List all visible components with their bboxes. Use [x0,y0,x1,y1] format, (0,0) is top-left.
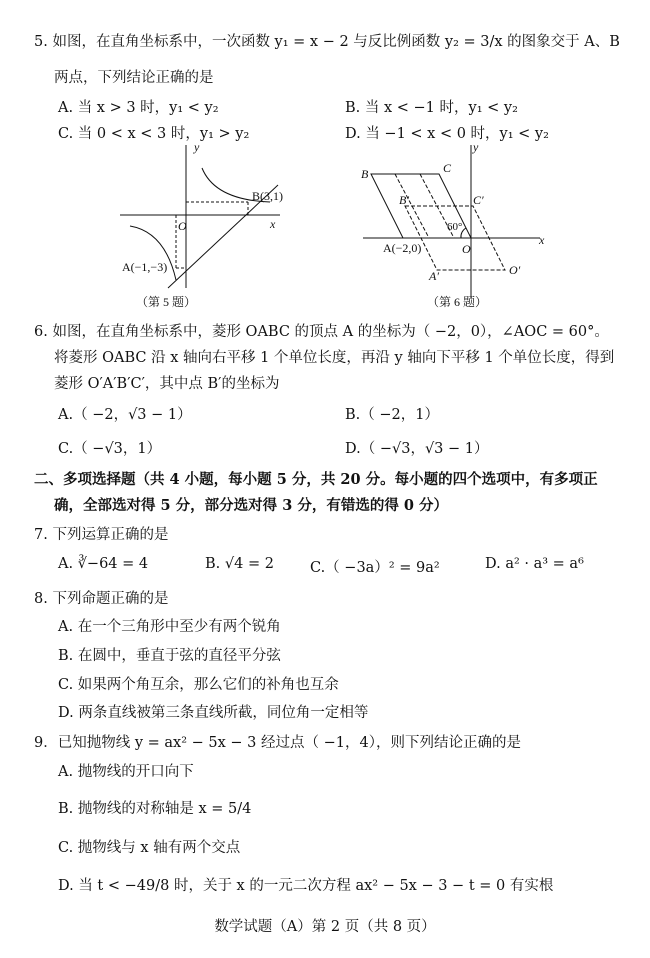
q7-option-c: C.（ −3a）² = 9a² [310,560,440,576]
figure-6 [355,140,555,315]
q7-stem: 7. 下列运算正确的是 [34,527,169,543]
figure-5 [110,140,290,315]
fig5-origin-label: O [178,219,187,233]
q6-option-b: B.（ −2，1） [345,407,439,423]
q9-stem: 9．已知抛物线 y = ax² − 5x − 3 经过点（ −1，4），则下列结论正确的是 [34,735,521,751]
q8-option-b: B. 在圆中，垂直于弦的直径平分弦 [58,648,281,664]
fig6-y-label: y [473,140,479,154]
fig6-angle-label: 60° [447,221,463,233]
q5-option-d: D. 当 −1 < x < 0 时，y₁ < y₂ [345,126,549,142]
fig6-point-c-prime-label: C′ [473,193,484,207]
q6-stem-line1: 6. 如图，在直角坐标系中，菱形 OABC 的顶点 A 的坐标为（ −2，0），∠AOC = 60°。 [34,324,609,340]
q8-option-d: D. 两条直线被第三条直线所截，同位角一定相等 [58,705,369,721]
fig6-point-a-prime-label: A′ [429,269,439,283]
fig5-caption: （第 5 题） [136,295,197,309]
fig6-point-b-prime-label: B′ [399,193,409,207]
q5-option-b: B. 当 x < −1 时，y₁ < y₂ [345,100,518,116]
fig6-caption: （第 6 题） [427,295,488,309]
q7-option-b: B. √4 = 2 [205,556,274,572]
page-footer: 数学试题（A）第 2 页（共 8 页） [214,919,436,935]
q6-stem-line3: 菱形 O′A′B′C′，其中点 B′的坐标为 [54,376,280,392]
fig5-point-b-label: B(3,1) [252,189,283,203]
q8-option-a: A. 在一个三角形中至少有两个锐角 [58,619,281,635]
q6-option-a: A.（ −2，√3 − 1） [58,407,192,423]
q8-stem: 8. 下列命题正确的是 [34,591,169,607]
q5-stem-line1: 5. 如图，在直角坐标系中，一次函数 y₁ = x − 2 与反比例函数 y₂ = 3/x 的图象交于 A、B [34,34,620,50]
q9-option-d: D. 当 t < −49/8 时，关于 x 的一元二次方程 ax² − 5x − 3 − t = 0 有实根 [58,878,554,894]
fig5-point-a-label: A(−1,−3) [122,260,168,274]
q6-stem-line2: 将菱形 OABC 沿 x 轴向右平移 1 个单位长度，再沿 y 轴向下平移 1 个单位长度，得到 [54,350,615,366]
fig6-x-label: x [539,233,545,247]
q6-option-c: C.（ −√3，1） [58,441,162,457]
fig5-y-label: y [194,140,200,154]
fig6-origin-label: O [462,242,471,256]
q7-option-d: D. a² · a³ = a⁶ [485,556,584,572]
fig6-point-o-prime-label: O′ [509,263,521,277]
fig6-point-b-label: B [361,167,369,181]
q7-option-a: A. ∛−64 = 4 [58,556,149,572]
q6-option-d: D.（ −√3，√3 − 1） [345,441,489,457]
q5-option-a: A. 当 x > 3 时，y₁ < y₂ [58,100,219,116]
q5-stem-line2: 两点，下列结论正确的是 [54,70,214,86]
fig6-point-c-label: C [443,161,452,175]
q9-option-c: C. 抛物线与 x 轴有两个交点 [58,840,241,856]
q5-option-c: C. 当 0 < x < 3 时，y₁ > y₂ [58,126,250,142]
section2-header-line2: 确，全部选对得 5 分，部分选对得 3 分，有错选的得 0 分） [54,497,449,514]
q8-option-c: C. 如果两个角互余，那么它们的补角也互余 [58,677,339,693]
q9-option-b: B. 抛物线的对称轴是 x = 5/4 [58,801,252,817]
fig5-x-label: x [270,217,276,231]
section2-header-line1: 二、多项选择题（共 4 小题，每小题 5 分，共 20 分。每小题的四个选项中，有多项正 [34,471,598,488]
q9-option-a: A. 抛物线的开口向下 [58,764,194,780]
fig6-point-a-label: A(−2,0) [383,241,422,255]
